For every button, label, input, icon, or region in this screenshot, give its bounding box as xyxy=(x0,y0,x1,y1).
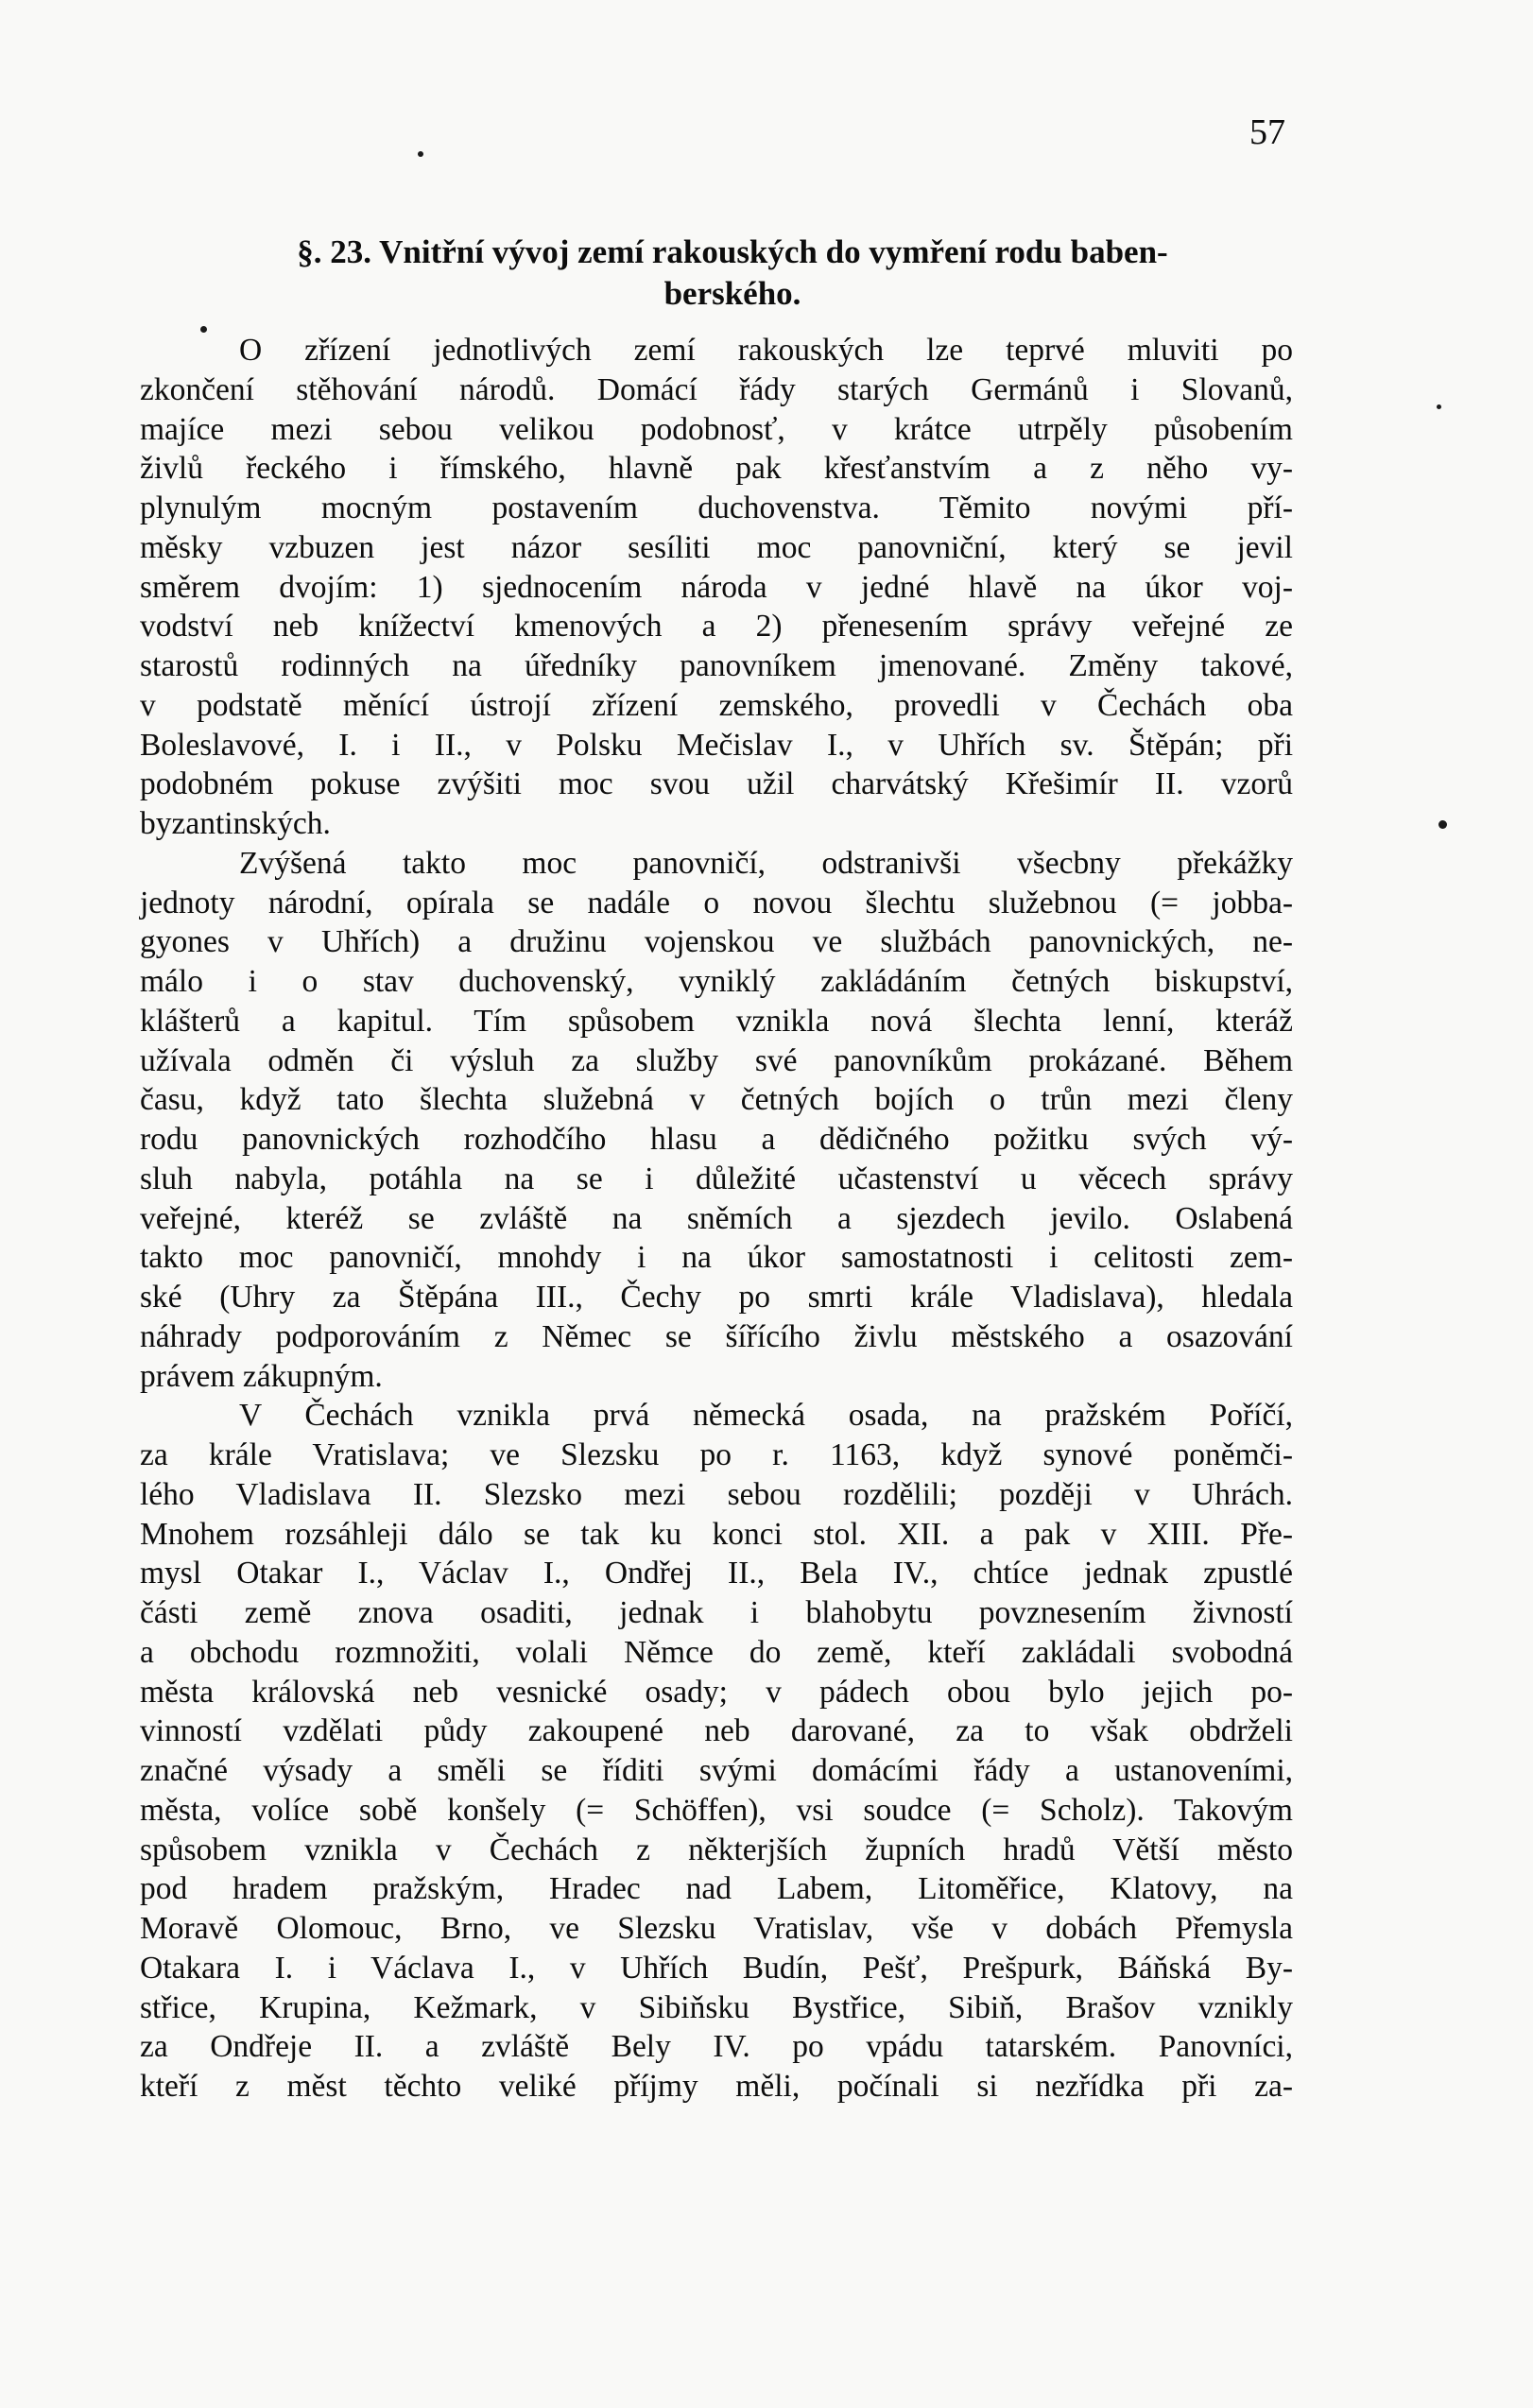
text-line: pod hradem pražským, Hradec nad Labem, Litoměřice, Klatovy, na xyxy=(140,1871,1293,1907)
speck xyxy=(418,151,423,157)
text-line: málo i o stav duchovenský, vyniklý zakládáním četných biskupství, xyxy=(140,964,1293,999)
text-line: části země znova osaditi, jednak i blahobytu povznesením živností xyxy=(140,1595,1293,1630)
text-line: a obchodu rozmnožiti, volali Němce do země, kteří zakládali svobodná xyxy=(140,1634,1293,1670)
text-line: majíce mezi sebou velikou podobnosť, v krátce utrpěly působením xyxy=(140,411,1293,447)
text-line: starostů rodinných na úředníky panovníkem jmenované. Změny takové, xyxy=(140,648,1293,683)
text-line: města, volíce sobě konšely (= Schöffen), vsi soudce (= Scholz). Takovým xyxy=(140,1792,1293,1828)
text-line: Otakara I. i Václava I., v Uhřích Budín, Pešť, Prešpurk, Báňská By- xyxy=(140,1950,1293,1986)
text-line: kteří z měst těchto veliké příjmy měli, počínali si nezřídka při za- xyxy=(140,2069,1293,2104)
text-line: V Čechách vznikla prvá německá osada, na pražském Poříčí, xyxy=(239,1398,1293,1434)
text-line: ské (Uhry za Štěpána III., Čechy po smrti krále Vladislava), hledala xyxy=(140,1280,1293,1315)
text-line: takto moc panovničí, mnohdy i na úkor samostatnosti i celitosti zem- xyxy=(140,1240,1293,1276)
text-line: právem zákupným. xyxy=(140,1358,383,1394)
text-line: střice, Krupina, Kežmark, v Sibiňsku Bystřice, Sibiň, Brašov vznikly xyxy=(140,1989,1293,2025)
text-line: gyones v Uhřích) a družinu vojenskou ve službách panovnických, ne- xyxy=(140,924,1293,960)
text-line: užívala odměn či výsluh za služby své panovníkům prokázané. Během xyxy=(140,1042,1293,1078)
text-line: značné výsady a směli se říditi svými domácími řády a ustanoveními, xyxy=(140,1753,1293,1788)
text-line: plynulým mocným postavením duchovenstva. Těmito novými pří- xyxy=(140,490,1293,525)
text-line: lého Vladislava II. Slezsko mezi sebou rozdělili; později v Uhrách. xyxy=(140,1476,1293,1512)
text-line: Zvýšená takto moc panovničí, odstranivši všecbny překážky xyxy=(239,845,1293,881)
text-line: O zřízení jednotlivých zemí rakouských lze teprvé mluviti po xyxy=(239,333,1293,368)
text-line: Boleslavové, I. i II., v Polsku Mečislav I., v Uhřích sv. Štěpán; při xyxy=(140,727,1293,763)
body-text xyxy=(140,331,1293,2107)
text-line: za Ondřeje II. a zvláště Bely IV. po vpádu tatarském. Panovníci, xyxy=(140,2029,1293,2065)
text-line: Moravě Olomouc, Brno, ve Slezsku Vratislav, vše v dobách Přemysla xyxy=(140,1911,1293,1946)
text-line: mysl Otakar I., Václav I., Ondřej II., Bela IV., chtíce jednak zpustlé xyxy=(140,1556,1293,1591)
speck xyxy=(1437,404,1441,409)
text-line: zkončení stěhování národů. Domácí řády starých Germánů i Slovanů, xyxy=(140,371,1293,407)
section-heading-line-1: §. 23. Vnitřní vývoj zemí rakouských do vymření rodu baben- xyxy=(297,233,1168,270)
page-number: 57 xyxy=(1249,112,1285,152)
text-line: jednoty národní, opírala se nadále o novou šlechtu služebnou (= jobba- xyxy=(140,885,1293,920)
section-heading-line-2: berského. xyxy=(663,275,801,312)
text-line: byzantinských. xyxy=(140,806,331,841)
text-line: podobném pokuse zvýšiti moc svou užil charvátský Křešimír II. vzorů xyxy=(140,766,1293,802)
text-line: klášterů a kapitul. Tím spůsobem vznikla nová šlechta lenní, kteráž xyxy=(140,1003,1293,1039)
text-line: veřejné, kteréž se zvláště na sněmích a sjezdech jevilo. Oslabená xyxy=(140,1200,1293,1236)
text-line: v podstatě měnící ústrojí zřízení zemského, provedli v Čechách oba xyxy=(140,687,1293,723)
text-line: vinností vzdělati půdy zakoupené neb darované, za to však obdrželi xyxy=(140,1713,1293,1749)
text-line: rodu panovnických rozhodčího hlasu a dědičného požitku svých vý- xyxy=(140,1122,1293,1157)
text-line: náhrady podporováním z Němec se šířícího živlu městského a osazování xyxy=(140,1318,1293,1354)
text-line: města královská neb vesnické osady; v pádech obou bylo jejich po- xyxy=(140,1674,1293,1710)
speck xyxy=(200,326,207,333)
speck xyxy=(1438,820,1447,829)
text-line: Mnohem rozsáhleji dálo se tak ku konci stol. XII. a pak v XIII. Pře- xyxy=(140,1516,1293,1552)
text-line: času, když tato šlechta služebná v četných bojích o trůn mezi členy xyxy=(140,1082,1293,1118)
text-line: vodství neb knížectví kmenových a 2) přenesením správy veřejné ze xyxy=(140,609,1293,645)
text-line: sluh nabyla, potáhla na se i důležité učastenství u věcech správy xyxy=(140,1161,1293,1196)
text-line: směrem dvojím: 1) sjednocením národa v jedné hlavě na úkor voj- xyxy=(140,569,1293,605)
text-line: měsky vzbuzen jest názor sesíliti moc panovniční, který se jevil xyxy=(140,529,1293,565)
section-heading xyxy=(175,232,1290,315)
text-line: živlů řeckého i římského, hlavně pak křesťanstvím a z něho vy- xyxy=(140,451,1293,487)
text-line: za krále Vratislava; ve Slezsku po r. 1163, když synové poněmči- xyxy=(140,1437,1293,1472)
text-line: spůsobem vznikla v Čechách z některjších župních hradů Větší město xyxy=(140,1832,1293,1867)
